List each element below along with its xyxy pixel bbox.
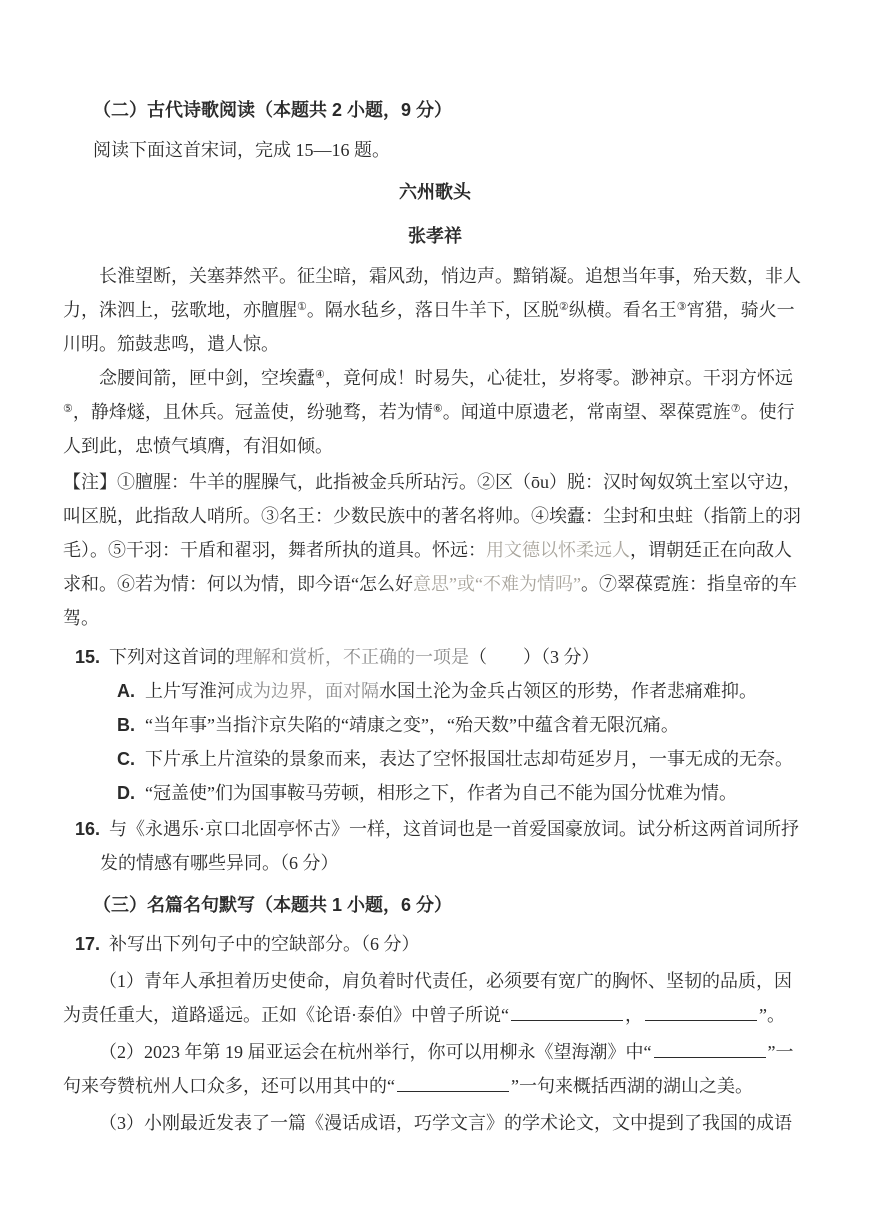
text-segment: 用文德以怀柔远人 <box>486 540 630 560</box>
question-17-number: 17. <box>75 934 101 954</box>
footnote-marker: ① <box>297 301 307 313</box>
fill-in-blank-line <box>645 1004 757 1021</box>
text-segment: 长淮望断，关塞莽然平。征尘暗，霜风劲，悄边声。黯销凝。追想当年事，殆天数，非人力，洙泗上，弦歌地，亦膻腥 <box>63 266 801 320</box>
text-segment: 水国土沦为金兵占领区的形势，作者悲痛难抑。 <box>379 681 757 701</box>
text-segment: （1）青年人承担着历史使命，肩负着时代责任，必须要有宽广的胸怀、坚韧的品质，因为责任重大，道路遥远。正如《论语·泰伯》中曾子所说“ <box>63 971 792 1025</box>
question-16-stem: 与《永遇乐·京口北固亭怀古》一样，这首词也是一首爱国豪放词。试分析这两首词所抒发的情感有哪些异同。（6 分） <box>100 819 800 873</box>
text-segment: 下片承上片渲染的景象而来，表达了空怀报国壮志却苟延岁月，一事无成的无奈。 <box>145 749 793 769</box>
text-segment: 宵猎，骑火一川明。笳鼓悲鸣，遣人惊。 <box>63 300 795 354</box>
reading-instruction: 阅读下面这首宋词，完成 15—16 题。 <box>93 140 390 160</box>
fill-in-blank-line <box>397 1075 509 1092</box>
option-a <box>117 674 807 708</box>
dictation-item-3 <box>63 1106 807 1140</box>
text-segment: ， <box>624 1005 643 1025</box>
dictation-item-1 <box>63 964 807 1032</box>
text-segment: ，谓朝廷正在向敌人求和。⑥若为情：何以为情，即今语“怎么好 <box>63 540 792 594</box>
text-segment: 【注】①膻腥：牛羊的腥臊气，此指被金兵所玷污。②区（ōu）脱：汉时匈奴筑土室以守边，叫区脱，此指敌人哨所。③名王：少数民族中的著名将帅。④埃蠹：尘封和虫蛀（指箭上的羽毛）。⑤干羽：干盾和翟羽，舞者所执的道具。怀远： <box>63 472 801 560</box>
footnote-marker: ④ <box>315 369 325 381</box>
text-segment: ”一句来夸赞杭州人口众多，还可以用其中的“ <box>63 1042 794 1096</box>
text-segment: 纵横。看名王 <box>568 300 677 320</box>
text-segment: ”。 <box>758 1005 785 1025</box>
question-16 <box>75 812 807 880</box>
text-segment: （ ）（3 分） <box>469 647 600 667</box>
text-segment: 。⑦翠葆霓旌：指皇帝的车驾。 <box>63 574 797 628</box>
text-segment: 。使行人到此，忠愤气填膺，有泪如倾。 <box>63 402 795 456</box>
question-15-stem <box>109 647 600 667</box>
footnote-marker: ② <box>558 301 569 313</box>
footnote-marker: ⑦ <box>730 403 741 415</box>
section-heading-dictation: （三）名篇名句默写（本题共 1 小题，6 分） <box>93 895 453 915</box>
footnote-marker: ③ <box>676 301 687 313</box>
footnote-marker: ⑤ <box>63 403 73 415</box>
option-b-label: B. <box>117 715 135 735</box>
poem-footnotes <box>63 465 807 635</box>
question-16-number: 16. <box>75 819 101 839</box>
dictation-item-2 <box>63 1035 807 1103</box>
option-d-label: D. <box>117 783 135 803</box>
footnote-marker: ⑥ <box>432 403 443 415</box>
text-segment: 成为边界，面对隔 <box>235 681 379 701</box>
poem-stanza-2 <box>63 361 807 463</box>
question-17-stem-line <box>75 927 807 961</box>
text-segment: 念腰间箭，匣中剑，空埃蠹 <box>99 368 315 388</box>
text-segment: 上片写淮河 <box>145 681 235 701</box>
text-segment: 下列对这首词的 <box>109 647 236 667</box>
question-15-number: 15. <box>75 647 101 667</box>
question-17-stem: 补写出下列句子中的空缺部分。（6 分） <box>109 934 420 954</box>
option-c-label: C. <box>117 749 135 769</box>
text-segment: ”一句来概括西湖的湖山之美。 <box>511 1076 753 1096</box>
option-b <box>117 708 807 742</box>
text-segment: ，静烽燧，且休兵。冠盖使，纷驰骛，若为情 <box>72 402 433 422</box>
poem-title: 六州歌头 <box>399 182 471 202</box>
option-b-text <box>145 715 679 735</box>
section-heading-poetry: （二）古代诗歌阅读（本题共 2 小题，9 分） <box>93 100 453 120</box>
text-segment: 理解和赏析，不正确的一项是 <box>235 647 470 667</box>
option-d <box>117 776 807 810</box>
option-a-text <box>145 681 757 701</box>
option-c <box>117 742 807 776</box>
option-d-text <box>145 783 737 803</box>
text-segment: 意思”或“不难为情吗” <box>413 574 581 594</box>
poem-author: 张孝祥 <box>408 226 462 246</box>
text-segment: （2）2023 年第 19 届亚运会在杭州举行，你可以用柳永《望海潮》中“ <box>99 1042 652 1062</box>
poem-stanza-1 <box>63 259 807 361</box>
text-segment: ，竟何成！时易失，心徒壮，岁将零。渺神京。干羽方怀远 <box>324 368 793 388</box>
fill-in-blank-line <box>654 1041 766 1058</box>
option-c-text <box>145 749 793 769</box>
text-segment: “冠盖使”们为国事鞍马劳顿，相形之下，作者为自己不能为国分忧难为情。 <box>145 783 737 803</box>
question-15 <box>63 640 807 810</box>
fill-in-blank-line <box>511 1004 623 1021</box>
text-segment: “当年事”当指汴京失陷的“靖康之变”，“殆天数”中蕴含着无限沉痛。 <box>145 715 679 735</box>
question-15-stem-line <box>75 640 807 674</box>
text-segment: 。隔水毡乡，落日牛羊下，区脱 <box>306 300 559 320</box>
text-segment: （3）小刚最近发表了一篇《漫话成语，巧学文言》的学术论文，文中提到了我国的成语 <box>99 1113 792 1133</box>
text-segment: 。闻道中原遗老，常南望、翠葆霓旌 <box>442 402 731 422</box>
option-a-label: A. <box>117 681 135 701</box>
